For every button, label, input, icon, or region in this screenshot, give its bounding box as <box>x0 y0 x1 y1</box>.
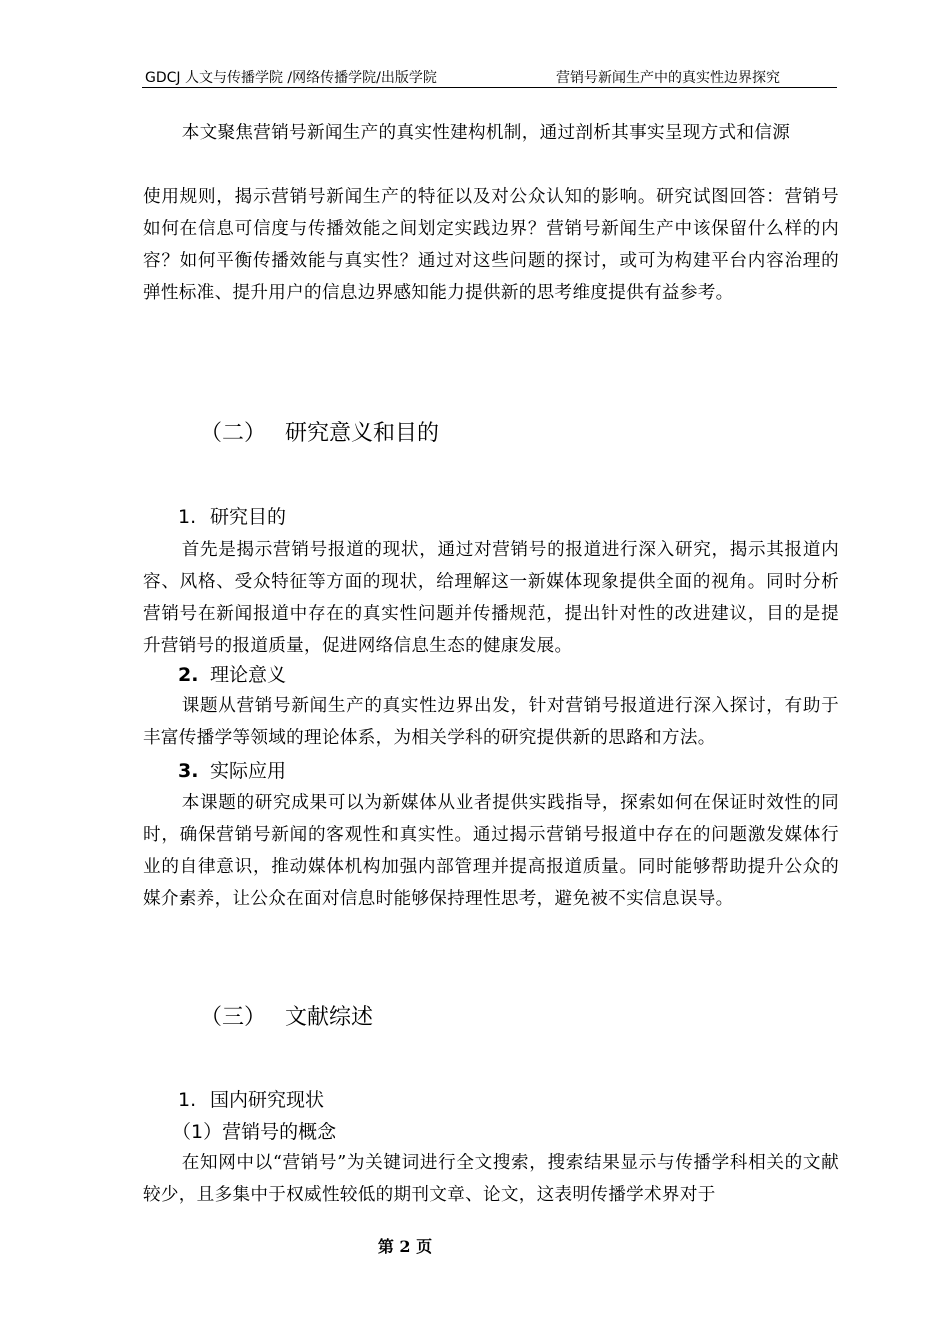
section-3-title: 文献综述 <box>285 1005 374 1030</box>
paragraph-practical-application: 本课题的研究成果可以为新媒体从业者提供实践指导，探索如何在保证时效性的同时，确保营销号新闻的客观性和真实性。通过揭示营销号报道中存在的问题激发媒体行业的自律意识，推动媒体机构加强内部管理并提高报道质量。同时能够帮助提升公众的媒介素养，让公众在面对信息时能够保持理性思考，避免被不实信息误导。 <box>143 793 839 909</box>
subhead-title: 研究目的 <box>210 506 287 528</box>
subhead-marketing-account-concept: （1）营销号的概念 <box>172 1121 337 1143</box>
section-3-heading <box>200 1000 373 1031</box>
subhead-title: 理论意义 <box>210 664 287 686</box>
section-2-number: （二） <box>200 421 267 446</box>
subhead-research-goal <box>178 502 286 529</box>
header-divider <box>142 87 837 88</box>
subhead-number: 1. <box>178 506 197 528</box>
subhead-theoretical-significance <box>178 660 286 687</box>
subhead-number: 3. <box>178 760 199 782</box>
paragraph-research-goal: 首先是揭示营销号报道的现状，通过对营销号的报道进行深入研究，揭示其报道内容、风格、受众特征等方面的现状，给理解这一新媒体现象提供全面的视角。同时分析营销号在新闻报道中存在的真实性问题并传播规范，提出针对性的改进建议，目的是提升营销号的报道质量，促进网络信息生态的健康发展。 <box>143 540 839 656</box>
section-2-title: 研究意义和目的 <box>285 421 440 446</box>
header-right: 营销号新闻生产中的真实性边界探究 <box>556 70 780 86</box>
subhead-number: 1. <box>178 1089 197 1111</box>
subhead-practical-application <box>178 756 286 783</box>
intro-first-line: 本文聚焦营销号新闻生产的真实性建构机制，通过剖析其事实呈现方式和信源 <box>181 123 791 143</box>
paragraph-marketing-account-concept: 在知网中以“营销号”为关键词进行全文搜索，搜索结果显示与传播学科相关的文献较少，且多集中于权威性较低的期刊文章、论文，这表明传播学术界对于 <box>143 1153 839 1205</box>
paragraph-theoretical-significance: 课题从营销号新闻生产的真实性边界出发，针对营销号报道进行深入探讨，有助于丰富传播学等领域的理论体系，为相关学科的研究提供新的思路和方法。 <box>143 696 839 748</box>
header-left: GDCJ 人文与传播学院 /网络传播学院/出版学院 <box>145 70 437 86</box>
section-3-number: （三） <box>200 1005 267 1030</box>
intro-paragraph: 使用规则，揭示营销号新闻生产的特征以及对公众认知的影响。研究试图回答：营销号如何在信息可信度与传播效能之间划定实践边界？营销号新闻生产中该保留什么样的内容？如何平衡传播效能与真实性？通过对这些问题的探讨，或可为构建平台内容治理的弹性标准、提升用户的信息边界感知能力提供新的思考维度提供有益参考。 <box>143 187 839 303</box>
subhead-number: 2. <box>178 664 199 686</box>
subhead-title: 国内研究现状 <box>210 1089 325 1111</box>
page-number: 第 2 页 <box>377 1237 433 1256</box>
subhead-title: 实际应用 <box>210 760 287 782</box>
section-2-heading <box>200 416 439 447</box>
subhead-domestic-research <box>178 1085 324 1112</box>
